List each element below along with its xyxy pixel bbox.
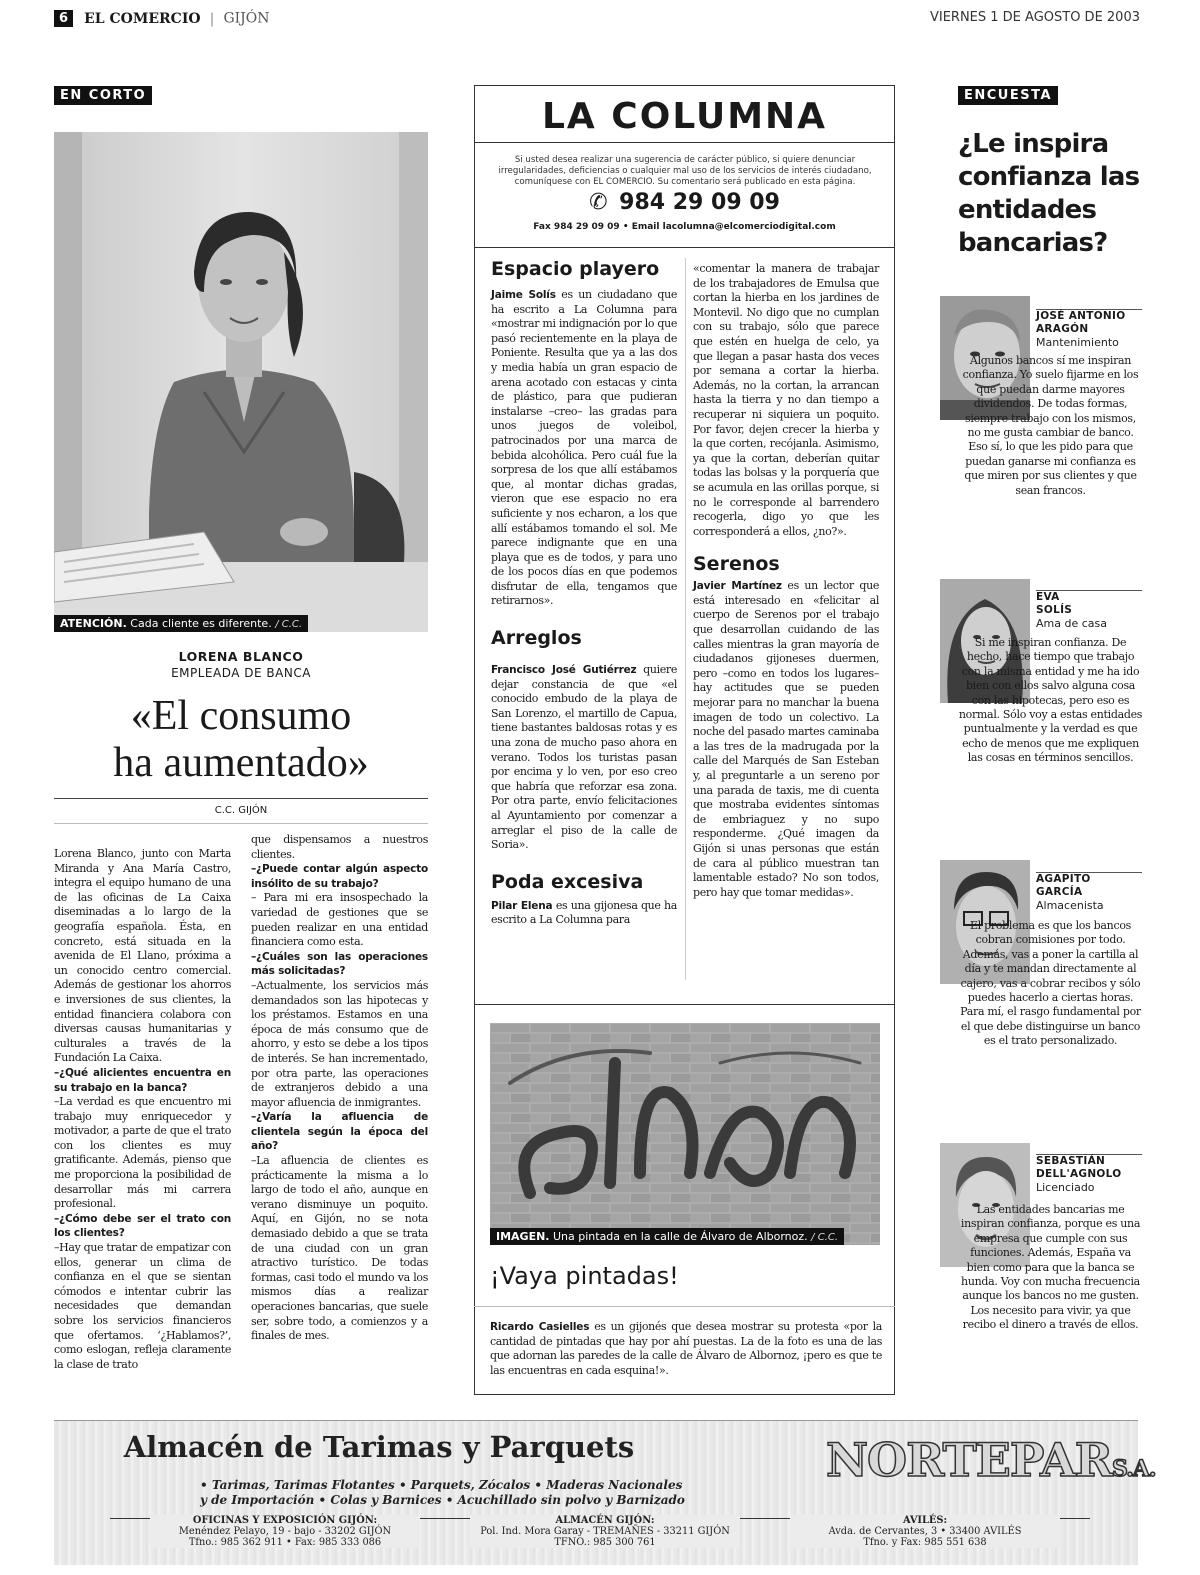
ad-products [200,1478,700,1508]
interview-headline [54,693,428,787]
respondent-name-last: SOLÍS [1036,604,1073,616]
interview-answer: –La verdad es que encuentro mi trabajo muy enriquecedor y motivador, a parte de que el trato con los clientes es muy gratificante. Además, pienso que me proporciona la posibilidad de desarrollar más mi carrera profesional. [54,1095,231,1211]
respondent-name-first: SEBASTIÁN [1036,1155,1106,1167]
interview-intro: Lorena Blanco, junto con Marta Miranda y Ana María Castro, integra el equipo humano de una de las oficinas de La Caixa diseminadas a lo largo de la geografía española. Ésta, en concreto, está situada en la avenida de El Llano, próxima a un conocido centro comercial. Además de gestionar los ahorros e inversiones de sus clientes, la entidad financiera colabora con diversas causas humanitarias y culturales a través de la Fundación La Caixa. [54,847,231,1065]
respondent-4-answer [958,1203,1143,1333]
ad-logo-suffix: S.A. [1112,1456,1156,1482]
la-columna-fax-email: Fax 984 29 09 09 • Email lacolumna@elcomerciodigital.com [533,222,836,232]
survey-question: ¿Le inspira confianza las entidades bancarias? [958,129,1140,258]
graffiti-caption-text: Una pintada en la calle de Álvaro de Albornoz. [552,1230,808,1243]
letter-body: es una gijonesa que ha escrito a La Columna para [491,898,677,927]
la-columna-divider [474,247,895,248]
ad-location-phone: Tfno. y Fax: 985 551 638 [863,1537,987,1548]
graffiti-photo [490,1023,880,1245]
respondent-name-last: ARAGÓN [1036,323,1089,335]
ad-logo [826,1433,1156,1487]
interview-question: –¿Cómo debe ser el trato con los clientes? [54,1212,231,1240]
letter-author: Francisco José Gutiérrez [491,664,637,677]
section-title-arreglos: Arreglos [491,627,582,650]
photo-credit: / C.C. [275,619,303,630]
encuesta-tag: ENCUESTA [958,86,1058,105]
phone-number: 984 29 09 09 [619,190,780,215]
encuesta-tag-wrap [958,84,1058,105]
section-title-espacio-playero: Espacio playero [491,258,660,280]
section-title-serenos: Serenos [693,553,780,576]
headline-line-1: «El consumo [130,693,352,739]
respondent-job: Ama de casa [1036,617,1107,630]
interview-answer: – Para mi era insospechado la variedad de gestiones que se pueden realizar en una entidad financiera como esta. [251,891,428,949]
interview-answer: que dispensamos a nuestros clientes. [251,833,428,861]
header-separator: | [209,10,215,27]
graffiti-letter [490,1320,882,1378]
ad-location-heading: OFICINAS Y EXPOSICIÓN GIJÓN: [192,1515,378,1526]
respondent-name-first: JOSÉ ANTONIO [1036,310,1126,322]
photo-caption [54,615,308,632]
answer-text: Si me inspiran confianza. De hecho, hace tiempo que trabajo con la misma entidad y me ha ido bien con ellos salvo alguna cosa con las hipotecas, pero eso es normal. Sólo voy a estas entidades puntualmente y la verdad es que echo de menos que me expliquen las cosas en términos sencillos. [958,636,1143,765]
interviewee-job: EMPLEADA DE BANCA [171,666,311,680]
interview-answer: –La afluencia de clientes es prácticamente la misma a lo largo de todo el año, aunque en verano disminuye un poquito. Aquí, en Gijón, no se nota demasiado debido a que se trata de una ciudad con un gran atractivo turístico. De todas formas, casi todo el mundo va los mismos días a realizar operaciones bancarias, que suele ser, sobre todo, a comienzos y a finales de mes. [251,1154,428,1343]
respondent-name-first: AGAPITO [1036,873,1091,885]
interview-question: –¿Cuáles son las operaciones más solicitadas? [251,950,428,978]
ad-location-3 [790,1515,1060,1548]
photo-caption-label: ATENCIÓN. [60,617,127,630]
respondent-2 [1036,591,1141,631]
graffiti-credit: / C.C. [811,1232,839,1243]
page-number: 6 [54,10,73,27]
respondent-name-last: GARCÍA [1036,886,1083,898]
answer-text: El problema es que los bancos cobran comisiones por todo. Además, vas a poner la cartilla al día y te mandan directamente al cajero, vas a cobrar recibos y sólo puedes hacerlo a ciertas horas. Para mí, el rasgo fundamental por el que debe distinguirse un banco es el trato personalizado. [960,919,1141,1048]
la-columna-left-column [491,258,677,928]
ad-location-heading: AVILÉS: [902,1515,948,1526]
ad-location-address: Avda. de Cervantes, 3 • 33400 AVILÉS [828,1526,1022,1537]
publication-name: EL COMERCIO [84,10,201,27]
la-columna-info: Si usted desea realizar una sugerencia de carácter público, si quiere denunciar irregularidades, deficiencias o cualquier mal uso de los servicios de interés ciudadano, comuníquese con EL COMERCIO. Su comentario será publicado en esta página. [498,155,872,187]
letter-serenos [693,579,879,900]
ad-logo-name: NORTEPAR [826,1433,1112,1487]
respondent-name-last: DELL'AGNOLO [1036,1168,1122,1180]
ad-location-1 [150,1515,420,1548]
respondent-3-answer [958,919,1143,1049]
interview-answer: –Hay que tratar de empatizar con ellos, generar un clima de confianza en el que se sientan cómodos e intentar cubrir las necesidades que demandan sobre los servicios financieros que ofertamos. ‘¿Hablamos?’, como eslogan, refleja claramente la clase de trato [54,1241,231,1371]
la-columna-phone [474,190,895,215]
ad-location-heading: ALMACÉN GIJÓN: [555,1515,655,1526]
phone-icon: ✆ [589,190,608,215]
graffiti-divider [474,1306,895,1307]
ad-location-phone: TFNO.: 985 300 761 [554,1537,656,1548]
letter-body: es un ciudadano que ha escrito a La Columna para «mostrar mi indignación por lo que pasó recientemente en la playa de Poniente. Resulta que ya a las dos y media había un gran espacio de arena acotado con estacas y cinta de plástico, para que pudieran instalarse –creo– las gradas para unos juegos de voleibol, patrocinados por una marca de bebida alcohólica. Pero cuál fue la sorpresa de los que allí estábamos que, al montar dichas gradas, vieron que ese espacio no era suficiente y nos echaron, a los que allí estábamos tomando el sol. Me parece indignante que en una playa que es de todos, y para uno de los pocos días en que podemos disfrutar de ella, tengamos que retirarnos». [491,288,677,608]
letter-author: Pilar Elena [491,899,553,912]
respondent-job: Mantenimiento [1036,336,1119,349]
issue-date: VIERNES 1 DE AGOSTO DE 2003 [929,10,1140,25]
ad-products-line-1: • Tarimas, Tarimas Flotantes • Parquets, Zócalos • Maderas Nacionales [200,1478,683,1492]
ad-title: Almacén de Tarimas y Parquets [123,1430,635,1464]
letter-poda-continued: «comentar la manera de trabajar de los trabajadores de Emulsa que cortan la hierba en los jardines de Montevil. No digo que no cumplan con su trabajo, sólo que parece que estén en huelga de celo, ya que llegan a pasar hasta dos veces por semana a cortar la hierba. Además, no la cortan, la arrancan hasta la tierra y no dan tiempo a recuperar ni siquiera un poquito. Por favor, dejen crecer la hierba y la que corten, recójanla. Asimismo, ya que la cortan, deberían quitar todas las bolsas y la porquería que se acumula en las orillas porque, si no le corresponde al barrendero recogerla, digo yo que les corresponderá a ellos, ¿no?». [693,262,879,538]
letter-author: Javier Martínez [693,580,782,593]
photo-caption-text: Cada cliente es diferente. [130,617,272,630]
ad-location-2 [470,1515,740,1548]
interview-photo [54,132,428,632]
interviewee-name: LORENA BLANCO [178,649,304,664]
woman-at-desk-image [54,132,428,632]
respondent-job: Licenciado [1036,1181,1095,1194]
letter-author: Ricardo Casielles [490,1321,590,1333]
answer-text: Algunos bancos sí me inspiran confianza. Yo suelo fijarme en los que puedan darme mayores dividendos. De todas formas, siempre trabajo con los mismos, no me gusta cambiar de banco. Eso sí, lo que les pido para que puedan ganarse mi confianza es que miren por sus clientes y que sean francos. [962,354,1139,497]
graffiti-caption-label: IMAGEN. [496,1230,550,1243]
section-title-poda-excesiva: Poda excesiva [491,870,644,893]
letter-body: quiere dejar constancia de que «el conocido embudo de la playa de San Lorenzo, el martillo de Capua, tiene bastantes baldosas rotas y es una zona de mucho paso ahora en verano. Todos los turistas pasan por encima y lo ven, por eso creo que habría que reforzar esa zona. Por otra parte, envío felicitaciones al Ayuntamiento por comenzar a arreglar el piso de la calle de Soria». [491,663,677,852]
letter-body: es un lector que está interesado en «felicitar al cuerpo de Serenos por el trabajo que desarrollan cuidando de las calles mientras la gran mayoría de ciudadanos gijoneses duermen, pero –como en todos los lugares– hay actitudes que se pueden mejorar para no manchar la buena imagen de todo un colectivo. La noche del pasado martes caminaba a las tres de la madrugada por la calle del Marqués de San Esteban y, al preguntarle a un sereno por una parada de taxis, me di cuenta que mostraba evidentes síntomas de embriaguez y no supo responderme. ¿Qué imagen da Gijón si unas personas que están de cara al público muestran tan lamentable estado? No son todos, pero hay que tomar medidas». [693,579,879,899]
graffiti-caption [490,1228,844,1245]
column-divider [685,258,686,980]
respondent-2-answer [958,636,1143,766]
page-header [54,8,1146,30]
interview-column-2 [251,833,428,1344]
interview-question: –¿Varía la afluencia de clientela según la época del año? [251,1111,428,1153]
ad-location-address: Menéndez Pelayo, 19 - bajo - 33202 GIJÓN [178,1526,392,1537]
respondent-4 [1036,1155,1141,1195]
respondent-name-first: EVA [1036,591,1060,603]
la-columna-title: LA COLUMNA [474,85,895,143]
graffiti-wall-image [490,1023,880,1245]
letter-body: es un gijonés que desea mostrar su protesta «por la cantidad de pintadas que hay por ahí puestas. La de la foto es una de las que adornan las paredes de la calle de Álvaro de Albornoz, ¡pero es que te las encuentras en cada esquina!». [490,1320,882,1377]
interview-byline: C.C. GIJÓN [54,798,428,824]
graffiti-title: ¡Vaya pintadas! [490,1262,679,1290]
respondent-3 [1036,873,1141,913]
letter-arreglos [491,663,677,853]
interview-question: –¿Puede contar algún aspecto insólito de su trabajo? [251,863,428,890]
answer-text: Las entidades bancarias me inspiran confianza, porque es una empresa que cumple con sus funciones. Además, España va bien como para que la banca se hunda. Voy con mucha frecuencia aunque los bancos no me gusten. Los necesito para vivir, ya que recibo el dinero a través de ellos. [960,1203,1141,1332]
en-corto-tag-wrap [54,84,152,105]
respondent-1 [1036,310,1141,350]
ad-products-line-2: y de Importación • Colas y Barnices • Acuchillado sin polvo y Barnizado [200,1493,685,1507]
letter-espacio-playero [491,288,677,609]
letter-author: Jaime Solís [491,289,556,301]
letter-poda-excesiva [491,899,677,928]
respondent-1-answer [958,354,1143,498]
ad-location-address: Pol. Ind. Mora Garay - TREMAÑES - 33211 GIJÓN [480,1526,730,1537]
respondent-job: Almacenista [1036,899,1104,912]
headline-line-2: ha aumentado» [113,740,369,786]
ad-location-phone: Tfno.: 985 362 911 • Fax: 985 333 086 [188,1537,382,1548]
section-name: GIJÓN [223,10,270,27]
en-corto-tag: EN CORTO [54,86,152,105]
interview-answer: –Actualmente, los servicios más demandados son las hipotecas y los préstamos. Estamos en una época de más consumo que de ahorro, y esto se debe a los tipos de interés. Se han incrementado, por otra parte, las operaciones de extranjeros debido a una mayor afluencia de inmigrantes. [251,978,428,1109]
interview-question: –¿Qué alicientes encuentra en su trabajo en la banca? [54,1066,231,1094]
interview-column-1 [54,847,231,1372]
la-columna-right-column [693,262,879,900]
